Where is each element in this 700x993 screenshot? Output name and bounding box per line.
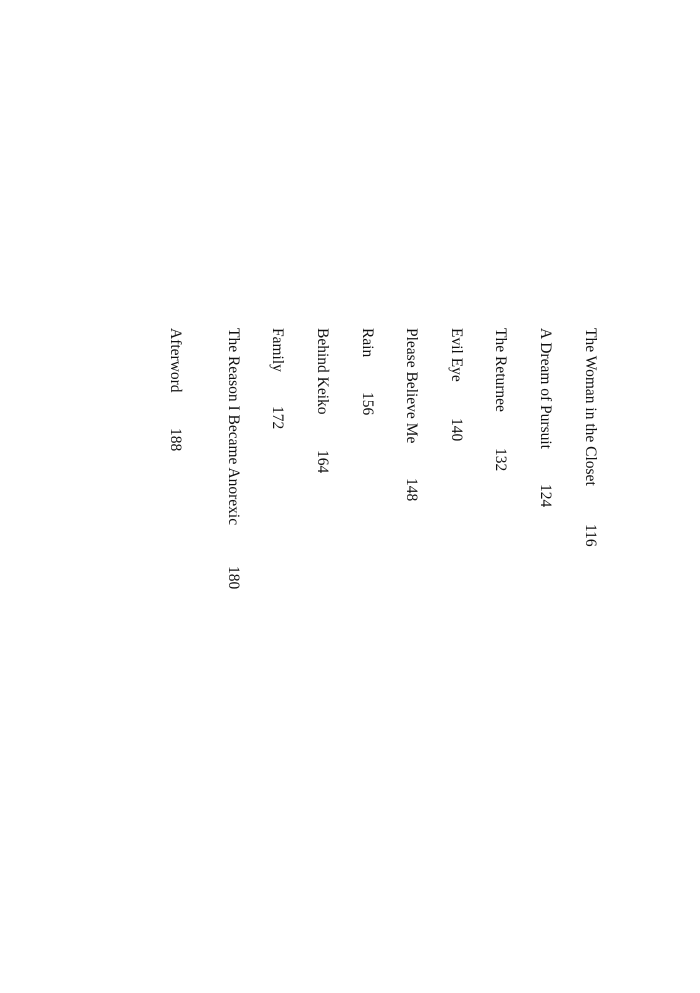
toc-entry-page: 172 bbox=[269, 406, 286, 430]
toc-entry-page: 156 bbox=[359, 392, 376, 416]
toc-entry-title: A Dream of Pursuit bbox=[537, 328, 554, 449]
toc-entry-title: Rain bbox=[359, 328, 376, 358]
toc-entry-title: The Reason I Became Anorexic bbox=[225, 328, 242, 526]
toc-entry-title: Afterword bbox=[167, 328, 184, 393]
toc-entry-page: 148 bbox=[403, 478, 420, 502]
toc-entry bbox=[356, 328, 378, 628]
toc-entry-page: 124 bbox=[537, 484, 554, 508]
toc-entry-page: 140 bbox=[448, 418, 465, 442]
toc-entry bbox=[311, 328, 333, 628]
toc-entry bbox=[400, 328, 422, 628]
toc-entry-page: 132 bbox=[492, 448, 509, 472]
toc-entry bbox=[579, 328, 601, 628]
toc-entry bbox=[489, 328, 511, 628]
toc-entry-page: 116 bbox=[582, 524, 599, 547]
toc-entry-title: The Returnee bbox=[492, 328, 509, 412]
toc-entry bbox=[534, 328, 556, 628]
toc-entry-title: Please Believe Me bbox=[403, 328, 420, 444]
toc-entry bbox=[266, 328, 288, 628]
toc-entry bbox=[164, 328, 186, 628]
toc-entry-title: Family bbox=[269, 328, 286, 372]
toc-entry bbox=[445, 328, 467, 628]
toc-entry-page: 164 bbox=[314, 450, 331, 474]
toc-entry-page: 180 bbox=[225, 566, 242, 590]
toc-entry-page: 188 bbox=[167, 428, 184, 452]
toc-entry-title: The Woman in the Closet bbox=[582, 328, 599, 486]
toc-entry-title: Evil Eye bbox=[448, 328, 465, 382]
toc-entry-title: Behind Keiko bbox=[314, 328, 331, 415]
toc-entry bbox=[222, 328, 244, 628]
